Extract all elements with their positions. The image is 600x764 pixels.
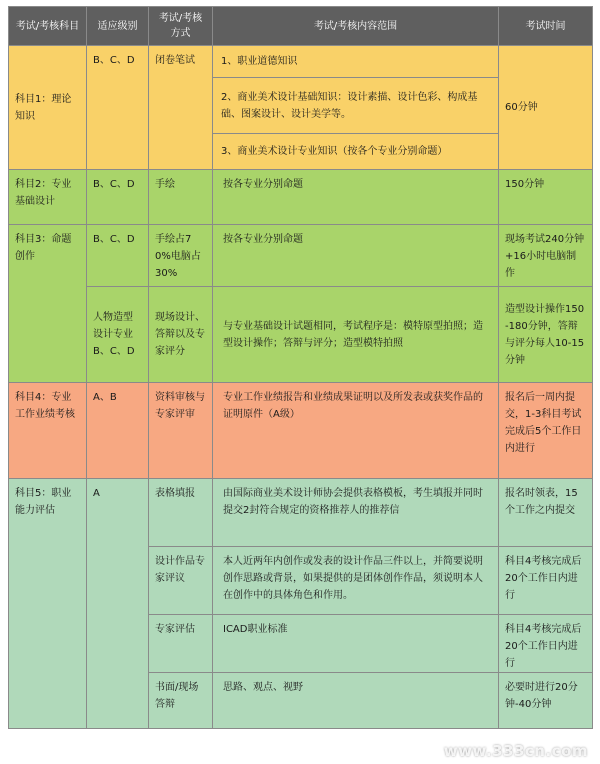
subject-cell: 科目1：理论知识	[9, 46, 87, 170]
exam-table	[8, 6, 593, 729]
time-cell: 必要时进行20分钟-40分钟	[499, 673, 593, 729]
table-row	[9, 479, 593, 547]
level-cell: 人物造型设计专业B、C、D	[87, 287, 149, 383]
time-cell: 科目4考核完成后20个工作日内进行	[499, 547, 593, 615]
time-cell: 科目4考核完成后20个工作日内进行	[499, 615, 593, 673]
header-level: 适应级别	[87, 7, 149, 46]
time-cell: 造型设计操作150-180分钟，答辩与评分每人10-15分钟	[499, 287, 593, 383]
method-cell: 表格填报	[149, 479, 213, 547]
method-cell: 资料审核与专家评审	[149, 383, 213, 479]
time-cell: 60分钟	[499, 46, 593, 170]
table-row	[9, 46, 593, 78]
header-subject: 考试/考核科目	[9, 7, 87, 46]
content-cell: ICAD职业标准	[213, 615, 499, 673]
method-cell: 专家评估	[149, 615, 213, 673]
content-cell: 按各专业分别命题	[213, 170, 499, 225]
subject-cell: 科目4：专业工作业绩考核	[9, 383, 87, 479]
time-cell: 报名时领表，15个工作之内提交	[499, 479, 593, 547]
header-method: 考试/考核方式	[149, 7, 213, 46]
content-cell: 与专业基础设计试题相同，考试程序是：模特原型拍照；造型设计操作；答辩与评分；造型模特拍照	[213, 287, 499, 383]
method-cell: 手绘占70%电脑占30%	[149, 225, 213, 287]
header-row	[9, 7, 593, 46]
content-cell: 按各专业分别命题	[213, 225, 499, 287]
level-cell: B、C、D	[87, 46, 149, 170]
method-cell: 设计作品专家评议	[149, 547, 213, 615]
subject-cell: 科目3：命题创作	[9, 225, 87, 383]
time-cell: 现场考试240分钟+16小时电脑制作	[499, 225, 593, 287]
method-cell: 手绘	[149, 170, 213, 225]
content-cell: 本人近两年内创作或发表的设计作品三件以上，并简要说明创作思路或背景，如果提供的是团体创作作品，须说明本人在创作中的具体角色和作用。	[213, 547, 499, 615]
method-cell: 闭卷笔试	[149, 46, 213, 170]
subject-cell: 科目5：职业能力评估	[9, 479, 87, 729]
level-cell: B、C、D	[87, 225, 149, 287]
content-cell: 1、职业道德知识	[213, 46, 499, 78]
header-content: 考试/考核内容范围	[213, 7, 499, 46]
content-cell: 3、商业美术设计专业知识（按各个专业分别命题）	[213, 134, 499, 170]
level-cell: B、C、D	[87, 170, 149, 225]
table-row	[9, 383, 593, 479]
content-cell: 专业工作业绩报告和业绩成果证明以及所发表或获奖作品的证明原件（A级）	[213, 383, 499, 479]
content-cell: 由国际商业美术设计师协会提供表格模板，考生填报并同时提交2封符合规定的资格推荐人的推荐信	[213, 479, 499, 547]
header-time: 考试时间	[499, 7, 593, 46]
method-cell: 现场设计、答辩以及专家评分	[149, 287, 213, 383]
level-cell: A	[87, 479, 149, 729]
content-cell: 思路、观点、视野	[213, 673, 499, 729]
table-row	[9, 225, 593, 287]
level-cell: A、B	[87, 383, 149, 479]
subject-cell: 科目2：专业基础设计	[9, 170, 87, 225]
table-row	[9, 170, 593, 225]
time-cell: 150分钟	[499, 170, 593, 225]
method-cell: 书面/现场答辩	[149, 673, 213, 729]
time-cell: 报名后一周内提交，1-3科目考试完成后5个工作日内进行	[499, 383, 593, 479]
table-row	[9, 287, 593, 383]
content-cell: 2、商业美术设计基础知识：设计素描、设计色彩、构成基础、图案设计、设计美学等。	[213, 78, 499, 134]
watermark: www.333cn.com	[443, 742, 588, 760]
